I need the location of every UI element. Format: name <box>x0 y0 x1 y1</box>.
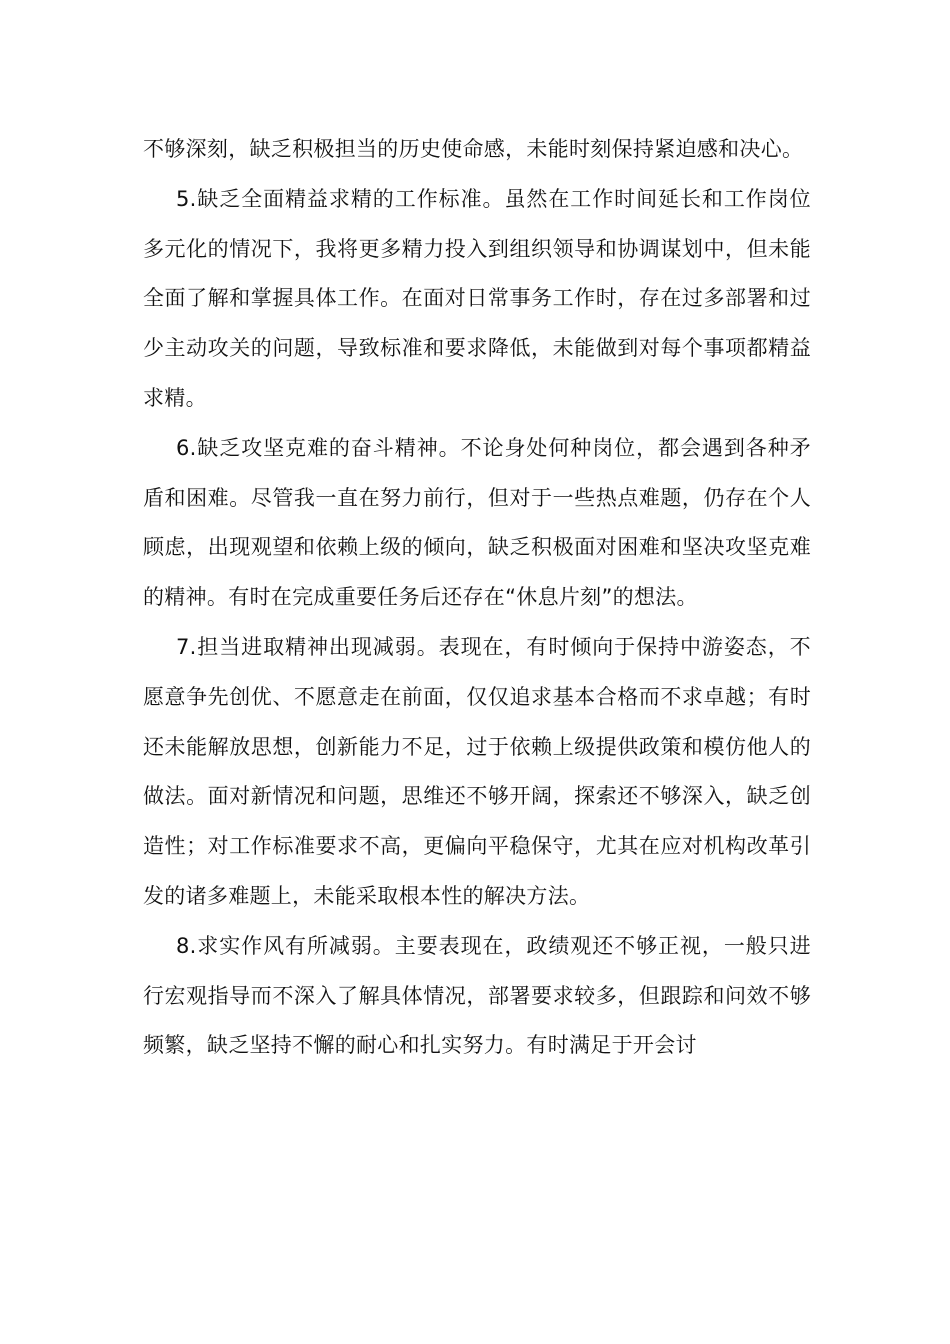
document-body <box>143 125 811 1071</box>
paragraph-item-5: 5.缺乏全面精益求精的工作标准。虽然在工作时间延长和工作岗位多元化的情况下，我将更多精力投入到组织领导和协调谋划中，但未能全面了解和掌握具体工作。在面对日常事务工作时，存在过多部署和过少主动攻关的问题，导致标准和要求降低，未能做到对每个事项都精益求精。 <box>143 186 811 410</box>
paragraph-item-6: 6.缺乏攻坚克难的奋斗精神。不论身处何种岗位，都会遇到各种矛盾和困难。尽管我一直在努力前行，但对于一些热点难题，仍存在个人顾虑，出现观望和依赖上级的倾向，缺乏积极面对困难和坚决攻坚克难的精神。有时在完成重要任务后还存在“休息片刻”的想法。 <box>143 435 811 610</box>
paragraph-item-8: 8.求实作风有所减弱。主要表现在，政绩观还不够正视，一般只进行宏观指导而不深入了解具体情况，部署要求较多，但跟踪和问效不够频繁，缺乏坚持不懈的耐心和扎实努力。有时满足于开会讨 <box>143 933 811 1058</box>
paragraph-item-7: 7.担当进取精神出现减弱。表现在，有时倾向于保持中游姿态，不愿意争先创优、不愿意走在前面，仅仅追求基本合格而不求卓越；有时还未能解放思想，创新能力不足，过于依赖上级提供政策和模仿他人的做法。面对新情况和问题，思维还不够开阔，探索还不够深入，缺乏创造性；对工作标准要求不高，更偏向平稳保守，尤其在应对机构改革引发的诸多难题上，未能采取根本性的解决方法。 <box>143 634 811 908</box>
paragraph-continued: 不够深刻，缺乏积极担当的历史使命感，未能时刻保持紧迫感和决心。 <box>143 137 804 161</box>
